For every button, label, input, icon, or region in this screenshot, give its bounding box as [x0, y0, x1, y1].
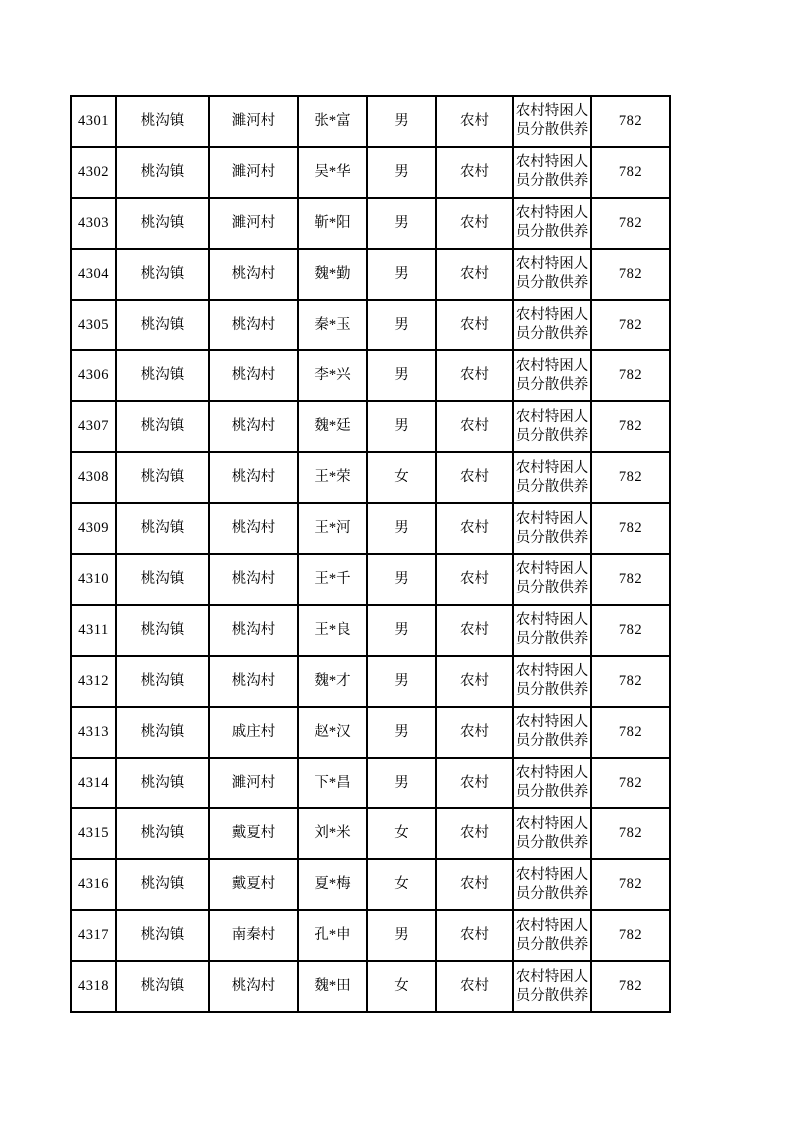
- person-name-cell: 王*良: [298, 605, 367, 656]
- village-cell: 戚庄村: [209, 707, 298, 758]
- serial-number-cell: 4309: [71, 503, 116, 554]
- village-cell: 桃沟村: [209, 605, 298, 656]
- serial-number-cell: 4303: [71, 198, 116, 249]
- village-cell: 桃沟村: [209, 401, 298, 452]
- assistance-category-cell: 农村特困人员分散供养: [513, 249, 591, 300]
- assistance-category-cell: 农村特困人员分散供养: [513, 859, 591, 910]
- area-type-cell: 农村: [436, 96, 513, 147]
- roster-table: [70, 95, 671, 1013]
- town-cell: 桃沟镇: [116, 808, 209, 859]
- assistance-category-cell: 农村特困人员分散供养: [513, 350, 591, 401]
- town-cell: 桃沟镇: [116, 249, 209, 300]
- village-cell: 濉河村: [209, 198, 298, 249]
- serial-number-cell: 4311: [71, 605, 116, 656]
- person-name-cell: 张*富: [298, 96, 367, 147]
- serial-number-cell: 4318: [71, 961, 116, 1012]
- amount-cell: 782: [591, 198, 670, 249]
- assistance-category-cell: 农村特困人员分散供养: [513, 808, 591, 859]
- serial-number-cell: 4302: [71, 147, 116, 198]
- gender-cell: 男: [367, 249, 436, 300]
- amount-cell: 782: [591, 300, 670, 351]
- person-name-cell: 王*荣: [298, 452, 367, 503]
- person-name-cell: 王*河: [298, 503, 367, 554]
- gender-cell: 男: [367, 758, 436, 809]
- town-cell: 桃沟镇: [116, 554, 209, 605]
- person-name-cell: 吴*华: [298, 147, 367, 198]
- assistance-category-cell: 农村特困人员分散供养: [513, 198, 591, 249]
- assistance-category-cell: 农村特困人员分散供养: [513, 758, 591, 809]
- table-row: [71, 554, 670, 605]
- person-name-cell: 赵*汉: [298, 707, 367, 758]
- amount-cell: 782: [591, 249, 670, 300]
- serial-number-cell: 4313: [71, 707, 116, 758]
- area-type-cell: 农村: [436, 859, 513, 910]
- gender-cell: 男: [367, 707, 436, 758]
- assistance-category-cell: 农村特困人员分散供养: [513, 401, 591, 452]
- amount-cell: 782: [591, 859, 670, 910]
- assistance-category-cell: 农村特困人员分散供养: [513, 300, 591, 351]
- serial-number-cell: 4301: [71, 96, 116, 147]
- area-type-cell: 农村: [436, 452, 513, 503]
- amount-cell: 782: [591, 808, 670, 859]
- area-type-cell: 农村: [436, 554, 513, 605]
- village-cell: 桃沟村: [209, 452, 298, 503]
- town-cell: 桃沟镇: [116, 96, 209, 147]
- amount-cell: 782: [591, 656, 670, 707]
- assistance-category-cell: 农村特困人员分散供养: [513, 707, 591, 758]
- table-row: [71, 961, 670, 1012]
- town-cell: 桃沟镇: [116, 147, 209, 198]
- town-cell: 桃沟镇: [116, 859, 209, 910]
- serial-number-cell: 4308: [71, 452, 116, 503]
- amount-cell: 782: [591, 350, 670, 401]
- table-row: [71, 758, 670, 809]
- town-cell: 桃沟镇: [116, 961, 209, 1012]
- gender-cell: 男: [367, 401, 436, 452]
- village-cell: 濉河村: [209, 147, 298, 198]
- table-row: [71, 452, 670, 503]
- area-type-cell: 农村: [436, 350, 513, 401]
- gender-cell: 男: [367, 910, 436, 961]
- amount-cell: 782: [591, 554, 670, 605]
- amount-cell: 782: [591, 605, 670, 656]
- serial-number-cell: 4305: [71, 300, 116, 351]
- table-row: [71, 198, 670, 249]
- village-cell: 桃沟村: [209, 249, 298, 300]
- table-row: [71, 401, 670, 452]
- table-row: [71, 503, 670, 554]
- serial-number-cell: 4304: [71, 249, 116, 300]
- village-cell: 桃沟村: [209, 554, 298, 605]
- area-type-cell: 农村: [436, 300, 513, 351]
- table-row: [71, 656, 670, 707]
- area-type-cell: 农村: [436, 147, 513, 198]
- assistance-category-cell: 农村特困人员分散供养: [513, 656, 591, 707]
- area-type-cell: 农村: [436, 910, 513, 961]
- person-name-cell: 魏*田: [298, 961, 367, 1012]
- amount-cell: 782: [591, 147, 670, 198]
- person-name-cell: 王*千: [298, 554, 367, 605]
- area-type-cell: 农村: [436, 503, 513, 554]
- amount-cell: 782: [591, 707, 670, 758]
- area-type-cell: 农村: [436, 605, 513, 656]
- amount-cell: 782: [591, 758, 670, 809]
- assistance-category-cell: 农村特困人员分散供养: [513, 961, 591, 1012]
- assistance-category-cell: 农村特困人员分散供养: [513, 452, 591, 503]
- gender-cell: 男: [367, 656, 436, 707]
- table-row: [71, 249, 670, 300]
- town-cell: 桃沟镇: [116, 350, 209, 401]
- person-name-cell: 靳*阳: [298, 198, 367, 249]
- area-type-cell: 农村: [436, 656, 513, 707]
- person-name-cell: 魏*勤: [298, 249, 367, 300]
- assistance-category-cell: 农村特困人员分散供养: [513, 503, 591, 554]
- table-row: [71, 808, 670, 859]
- serial-number-cell: 4310: [71, 554, 116, 605]
- table-row: [71, 147, 670, 198]
- area-type-cell: 农村: [436, 401, 513, 452]
- town-cell: 桃沟镇: [116, 656, 209, 707]
- table-row: [71, 300, 670, 351]
- serial-number-cell: 4317: [71, 910, 116, 961]
- gender-cell: 男: [367, 350, 436, 401]
- table-row: [71, 96, 670, 147]
- town-cell: 桃沟镇: [116, 503, 209, 554]
- amount-cell: 782: [591, 452, 670, 503]
- table-row: [71, 707, 670, 758]
- amount-cell: 782: [591, 401, 670, 452]
- person-name-cell: 刘*米: [298, 808, 367, 859]
- amount-cell: 782: [591, 910, 670, 961]
- person-name-cell: 下*昌: [298, 758, 367, 809]
- serial-number-cell: 4314: [71, 758, 116, 809]
- person-name-cell: 夏*梅: [298, 859, 367, 910]
- area-type-cell: 农村: [436, 707, 513, 758]
- serial-number-cell: 4307: [71, 401, 116, 452]
- gender-cell: 男: [367, 554, 436, 605]
- assistance-category-cell: 农村特困人员分散供养: [513, 910, 591, 961]
- area-type-cell: 农村: [436, 249, 513, 300]
- village-cell: 戴夏村: [209, 859, 298, 910]
- assistance-category-cell: 农村特困人员分散供养: [513, 96, 591, 147]
- gender-cell: 女: [367, 961, 436, 1012]
- serial-number-cell: 4306: [71, 350, 116, 401]
- amount-cell: 782: [591, 503, 670, 554]
- assistance-category-cell: 农村特困人员分散供养: [513, 147, 591, 198]
- serial-number-cell: 4316: [71, 859, 116, 910]
- person-name-cell: 魏*廷: [298, 401, 367, 452]
- village-cell: 南秦村: [209, 910, 298, 961]
- town-cell: 桃沟镇: [116, 758, 209, 809]
- assistance-category-cell: 农村特困人员分散供养: [513, 554, 591, 605]
- town-cell: 桃沟镇: [116, 300, 209, 351]
- gender-cell: 男: [367, 300, 436, 351]
- town-cell: 桃沟镇: [116, 452, 209, 503]
- area-type-cell: 农村: [436, 808, 513, 859]
- town-cell: 桃沟镇: [116, 198, 209, 249]
- gender-cell: 男: [367, 96, 436, 147]
- town-cell: 桃沟镇: [116, 707, 209, 758]
- town-cell: 桃沟镇: [116, 605, 209, 656]
- serial-number-cell: 4312: [71, 656, 116, 707]
- person-name-cell: 孔*申: [298, 910, 367, 961]
- person-name-cell: 李*兴: [298, 350, 367, 401]
- village-cell: 濉河村: [209, 758, 298, 809]
- area-type-cell: 农村: [436, 198, 513, 249]
- person-name-cell: 魏*才: [298, 656, 367, 707]
- village-cell: 桃沟村: [209, 961, 298, 1012]
- gender-cell: 女: [367, 808, 436, 859]
- table-row: [71, 859, 670, 910]
- table-row: [71, 350, 670, 401]
- village-cell: 濉河村: [209, 96, 298, 147]
- village-cell: 戴夏村: [209, 808, 298, 859]
- amount-cell: 782: [591, 96, 670, 147]
- amount-cell: 782: [591, 961, 670, 1012]
- gender-cell: 女: [367, 452, 436, 503]
- area-type-cell: 农村: [436, 758, 513, 809]
- village-cell: 桃沟村: [209, 656, 298, 707]
- table-row: [71, 910, 670, 961]
- gender-cell: 男: [367, 605, 436, 656]
- table-row: [71, 605, 670, 656]
- person-name-cell: 秦*玉: [298, 300, 367, 351]
- gender-cell: 女: [367, 859, 436, 910]
- village-cell: 桃沟村: [209, 503, 298, 554]
- gender-cell: 男: [367, 503, 436, 554]
- village-cell: 桃沟村: [209, 300, 298, 351]
- assistance-category-cell: 农村特困人员分散供养: [513, 605, 591, 656]
- village-cell: 桃沟村: [209, 350, 298, 401]
- gender-cell: 男: [367, 147, 436, 198]
- town-cell: 桃沟镇: [116, 910, 209, 961]
- serial-number-cell: 4315: [71, 808, 116, 859]
- town-cell: 桃沟镇: [116, 401, 209, 452]
- area-type-cell: 农村: [436, 961, 513, 1012]
- gender-cell: 男: [367, 198, 436, 249]
